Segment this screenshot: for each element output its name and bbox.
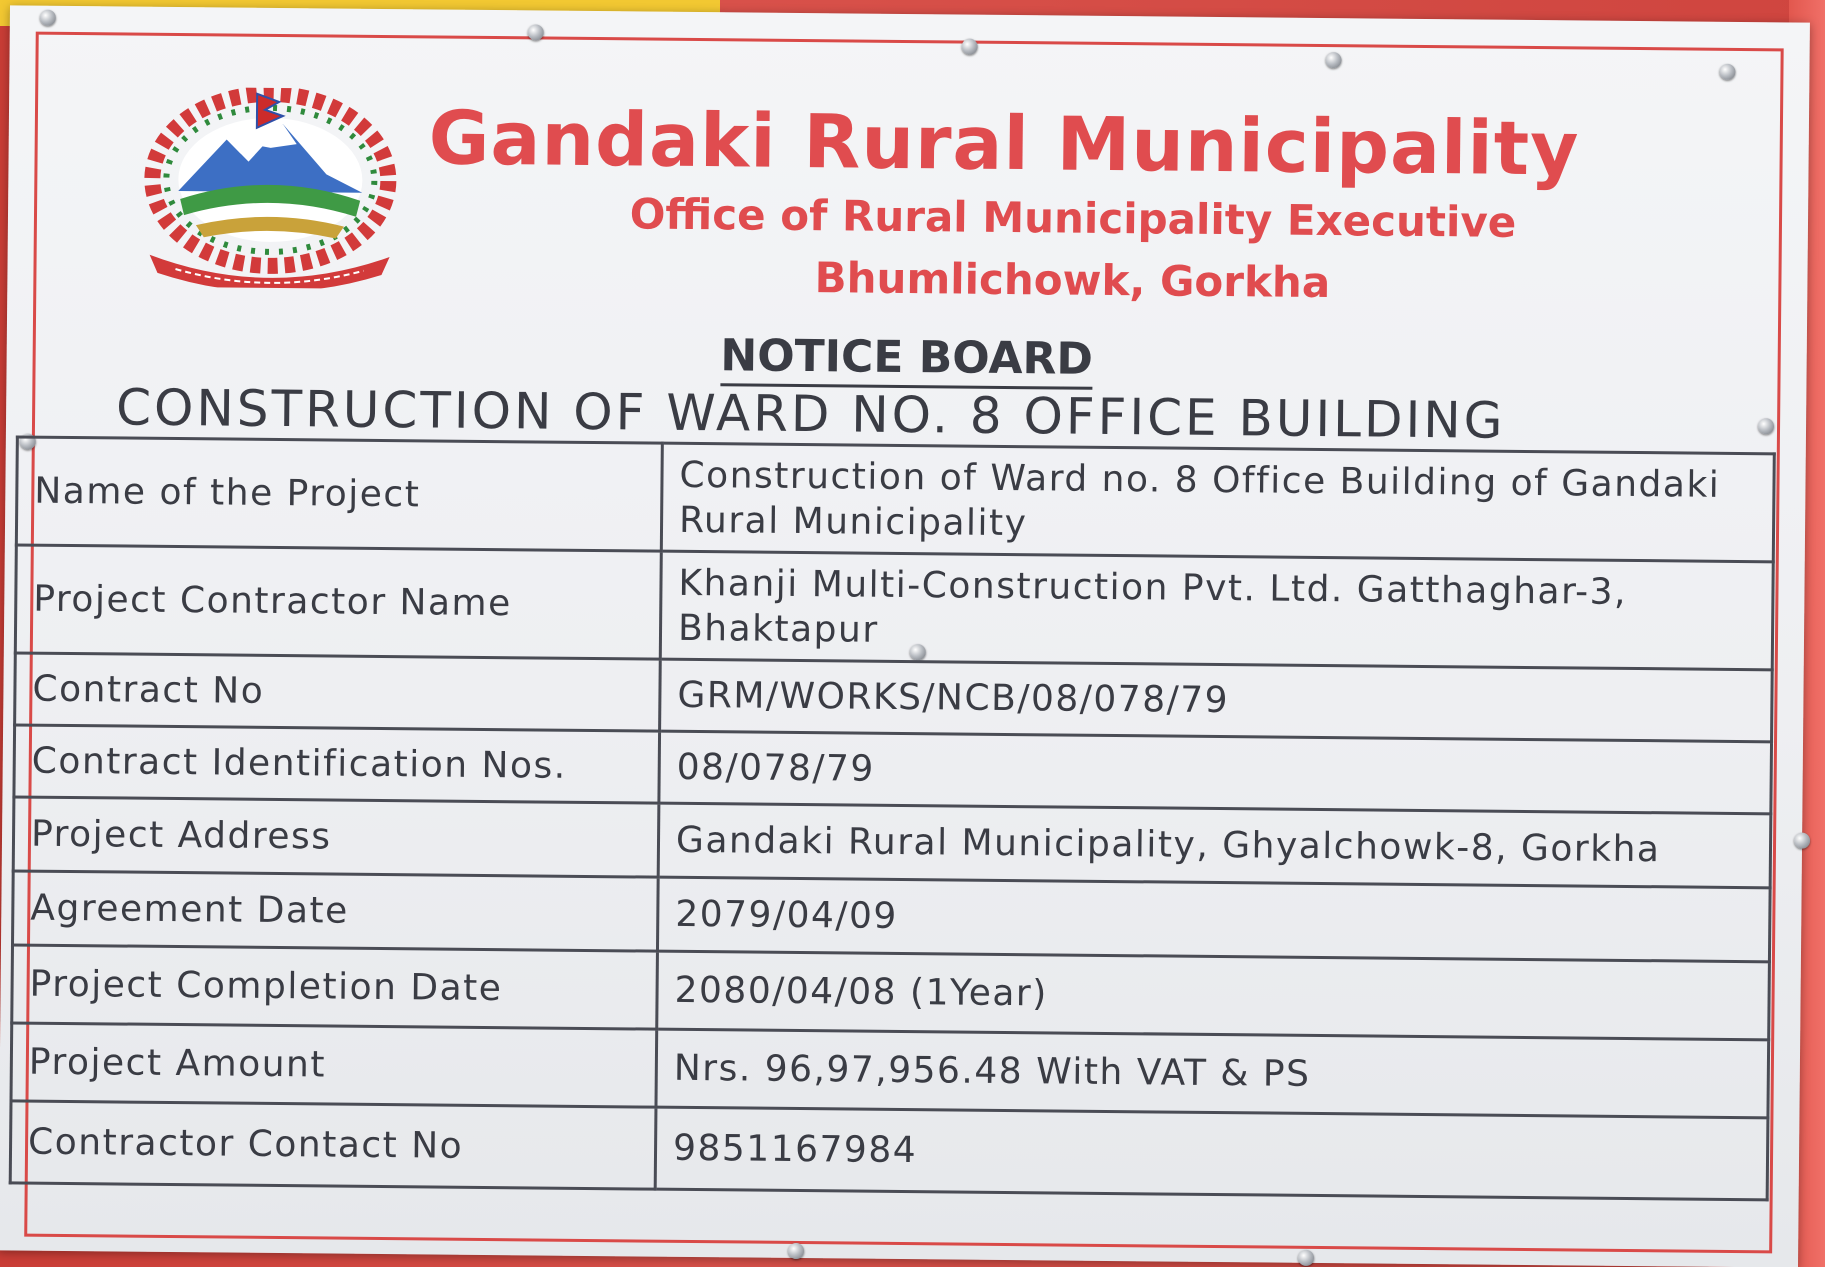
row-label: Contract Identification Nos.	[14, 725, 660, 803]
row-label: Agreement Date	[12, 871, 658, 951]
row-label: Project Amount	[11, 1023, 657, 1107]
row-label: Name of the Project	[16, 437, 662, 551]
nepal-coat-of-arms-icon	[135, 87, 405, 290]
row-value: Construction of Ward no. 8 Office Building of Gandaki Rural Municipality	[661, 443, 1774, 562]
office-subtitle: Office of Rural Municipality Executive	[629, 189, 1517, 247]
row-value: 9851167984	[655, 1107, 1768, 1200]
row-label: Project Completion Date	[12, 945, 658, 1029]
project-info-table	[9, 435, 1776, 1201]
pin-icon	[1758, 418, 1774, 434]
row-label: Contract No	[15, 653, 661, 731]
table-row	[15, 545, 1773, 670]
project-heading: CONSTRUCTION OF WARD NO. 8 OFFICE BUILDING	[115, 378, 1506, 450]
row-value: 2079/04/09	[657, 877, 1770, 962]
municipality-title: Gandaki Rural Municipality	[428, 95, 1580, 193]
notice-board-label: NOTICE BOARD	[720, 330, 1093, 390]
row-label: Project Address	[13, 797, 659, 877]
table-row	[16, 437, 1774, 562]
notice-board-sign	[0, 5, 1810, 1267]
pin-icon	[40, 10, 56, 26]
pin-icon	[1719, 64, 1735, 80]
table-row	[10, 1101, 1768, 1200]
pin-icon	[1298, 1250, 1314, 1266]
row-label: Project Contractor Name	[15, 545, 661, 659]
row-value: Khanji Multi-Construction Pvt. Ltd. Gatthaghar-3, Bhaktapur	[660, 551, 1773, 670]
pin-icon	[1794, 833, 1810, 849]
pin-icon	[962, 39, 978, 55]
row-value: 2080/04/08 (1Year)	[657, 951, 1770, 1040]
row-value: Nrs. 96,97,956.48 With VAT & PS	[656, 1029, 1769, 1118]
row-value: Gandaki Rural Municipality, Ghyalchowk-8, Gorkha	[658, 803, 1771, 888]
row-label: Contractor Contact No	[10, 1101, 656, 1189]
pin-icon	[788, 1243, 804, 1259]
pin-icon	[1325, 52, 1341, 68]
office-location: Bhumlichowk, Gorkha	[814, 253, 1331, 308]
row-value: GRM/WORKS/NCB/08/078/79	[660, 659, 1773, 742]
pin-icon	[528, 24, 544, 40]
row-value: 08/078/79	[659, 731, 1772, 814]
